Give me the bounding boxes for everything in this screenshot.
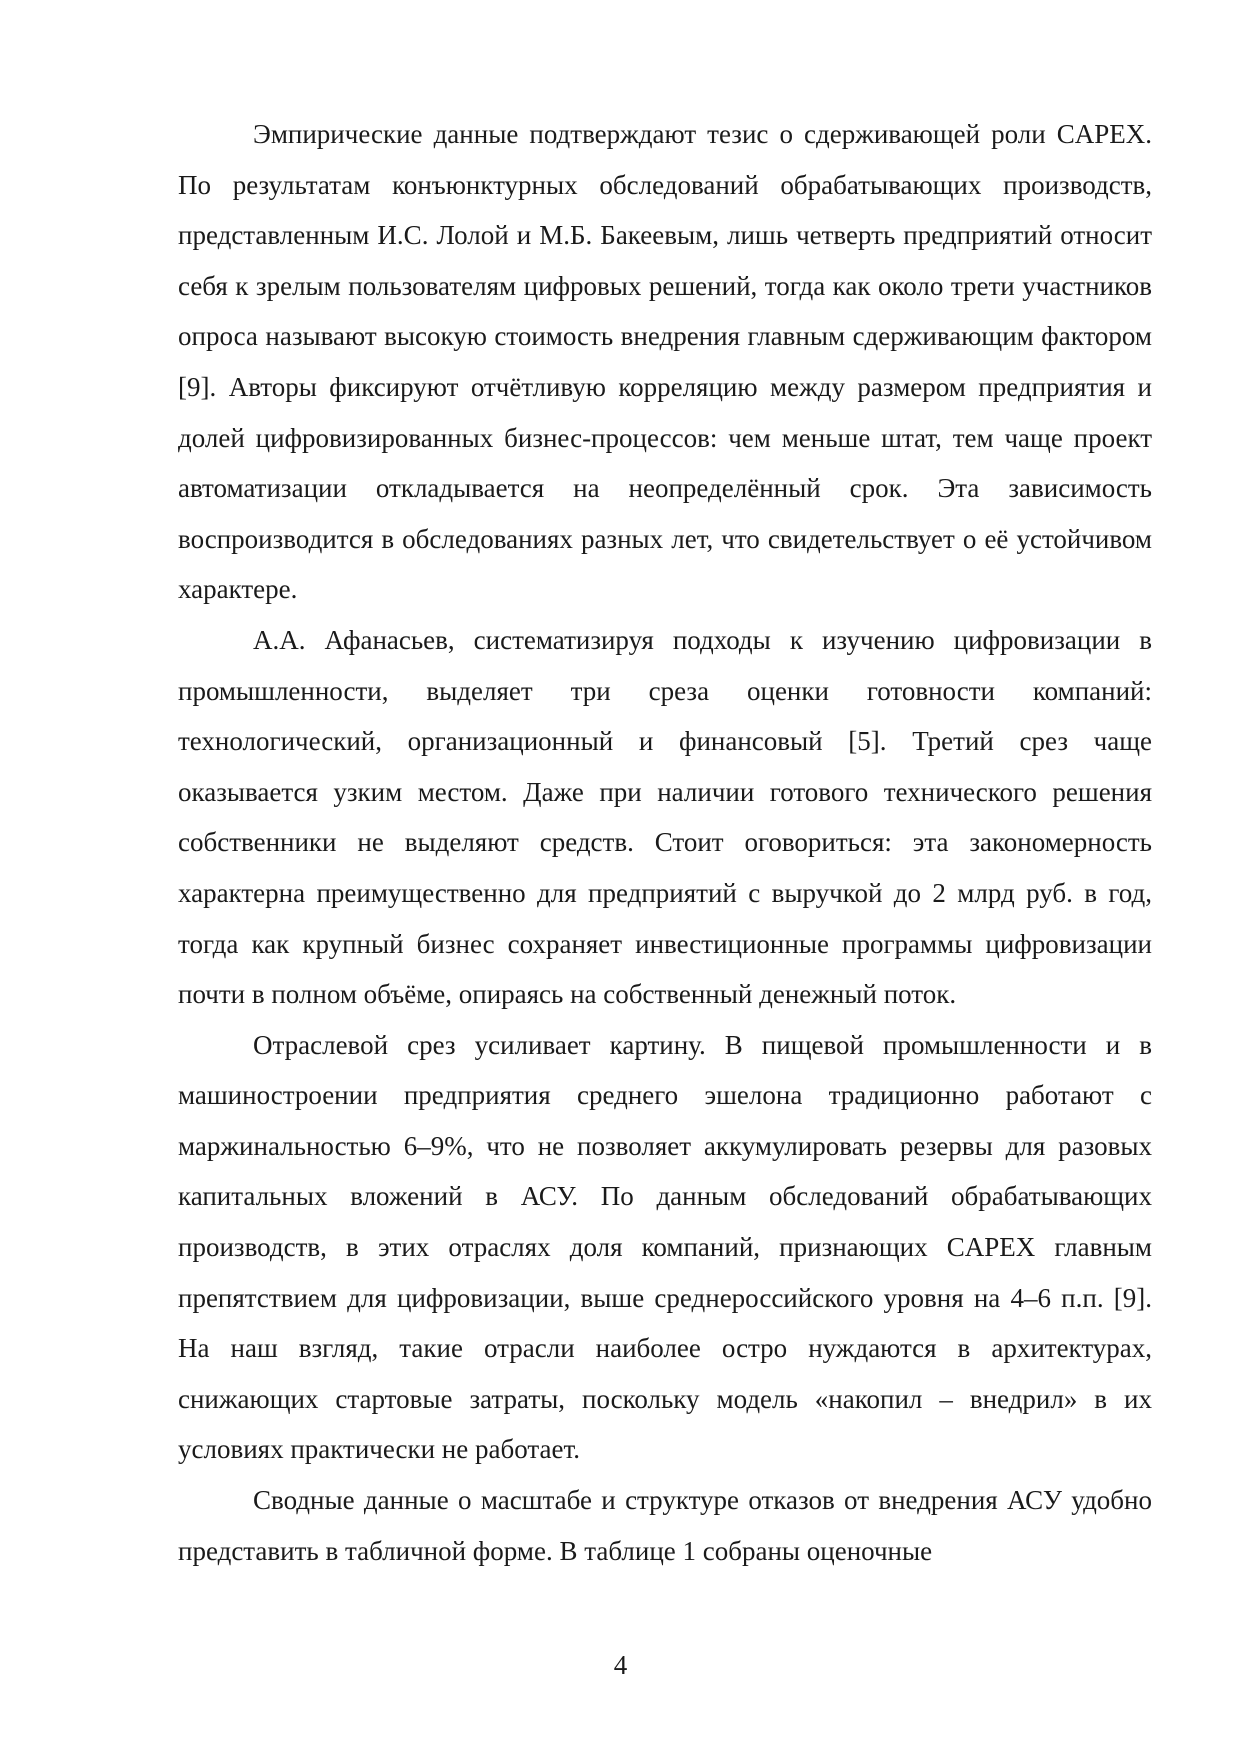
- body-text: [178, 109, 1152, 1576]
- paragraph-afanasyev-readiness: А.А. Афанасьев, систематизируя подходы к изучению цифровизации в промышленности, выделяет три среза оценки готовности компаний: технологический, организационный и финансовый [5]. Третий срез чаще оказывается узким местом. Даже при наличии готового технического решения собственники не выделяют средств. Стоит оговориться: эта закономерность характерна преимущественно для предприятий с выручкой до 2 млрд руб. в год, тогда как крупный бизнес сохраняет инвестиционные программы цифровизации почти в полном объёме, опираясь на собственный денежный поток.: [178, 624, 1152, 1010]
- page-number: 4: [613, 1650, 628, 1680]
- paragraph-industry-slice: Отраслевой срез усиливает картину. В пищевой промышленности и в машиностроении предприятия среднего эшелона традиционно работают с маржинальностью 6–9%, что не позволяет аккумулировать резервы для разовых капитальных вложений в АСУ. По данным обследований обрабатывающих производств, в этих отраслях доля компаний, признающих CAPEX главным препятствием для цифровизации, выше среднероссийского уровня на 4–6 п.п. [9]. На наш взгляд, такие отрасли наиболее остро нуждаются в архитектурах, снижающих стартовые затраты, поскольку модель «накопил – внедрил» в их условиях практически не работает.: [178, 1029, 1152, 1465]
- paragraph-capex-evidence: Эмпирические данные подтверждают тезис о сдерживающей роли CAPEX. По результатам конъюнктурных обследований обрабатывающих производств, представленным И.С. Лолой и М.Б. Бакеевым, лишь четверть предприятий относит себя к зрелым пользователям цифровых решений, тогда как около трети участников опроса называют высокую стоимость внедрения главным сдерживающим фактором [9]. Авторы фиксируют отчётливую корреляцию между размером предприятия и долей цифровизированных бизнес-процессов: чем меньше штат, тем чаще проект автоматизации откладывается на неопределённый срок. Эта зависимость воспроизводится в обследованиях разных лет, что свидетельствует о её устойчивом характере.: [178, 119, 1152, 605]
- paragraph-table-intro: Сводные данные о масштабе и структуре отказов от внедрения АСУ удобно представить в табличной форме. В таблице 1 собраны оценочные: [178, 1485, 1152, 1566]
